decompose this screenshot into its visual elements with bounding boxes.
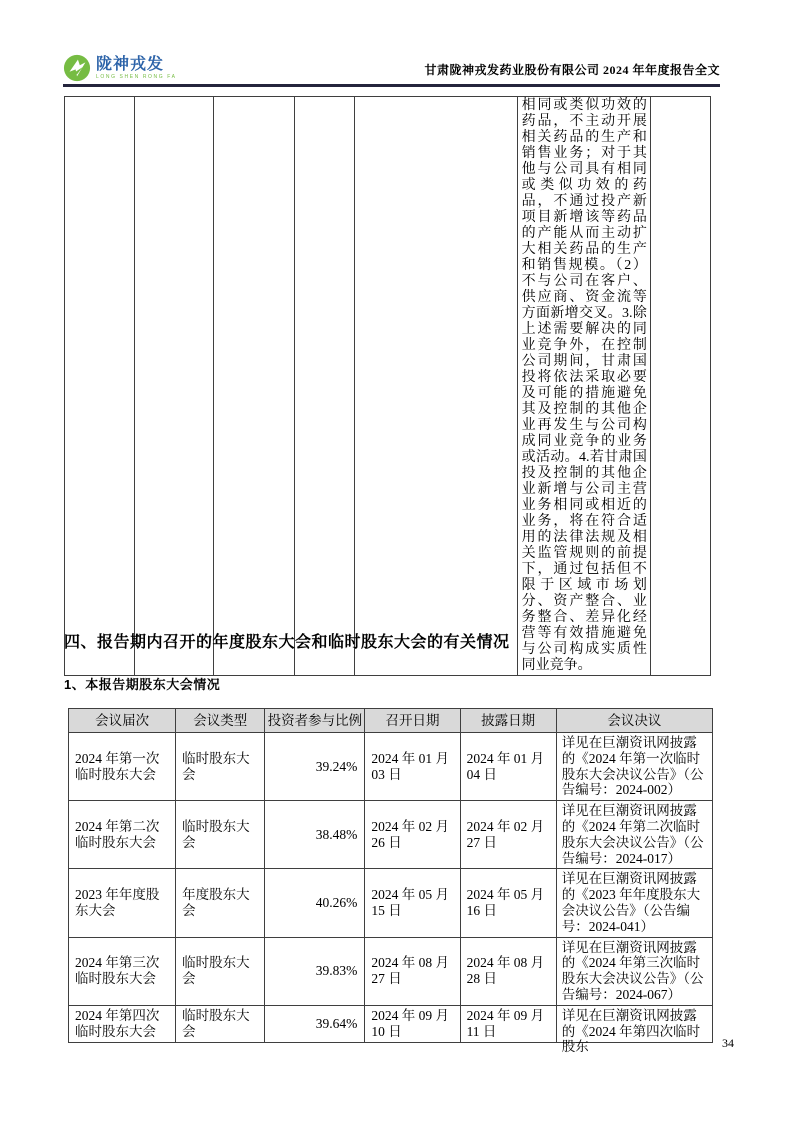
brand-name-en: LONG SHEN RONG FA: [96, 73, 177, 80]
commitment-text-cell: 相同或类似功效的药品，不主动开展相关药品的生产和销售业务；对于其他与公司具有相同或类似功效的药品，不通过投产新项目新增该等药品的产能从而主动扩大相关药品的生产和销售规模。（2）不与公司在客户、供应商、资金流等方面新增交叉。3.除上述需要解决的同业竞争外，在控制公司期间，甘肃国投将依法采取必要及可能的措施避免其及控制的其他企业再发生与公司构成同业竞争的业务或活动。4.若甘肃国投及控制的其他企业新增与公司主营业务相同或相近的业务，将在符合适用的法律法规及相关监管规则的前提下，通过包括但不限于区域市场划分、资产整合、业务整合、差异化经营等有效措施避免与公司构成实质性同业竞争。: [517, 97, 650, 676]
col-header-disclosure-date: 披露日期: [460, 709, 556, 733]
convene-date: 2024 年 09 月 10 日: [365, 1005, 460, 1042]
header-divider: [63, 84, 720, 87]
brand-name-cn: 陇神戎发: [96, 55, 165, 73]
empty-cell: [65, 97, 135, 676]
col-header-type: 会议类型: [176, 709, 265, 733]
meeting-type: 年度股东大会: [176, 869, 265, 937]
table-row: [69, 733, 713, 801]
table-row: [69, 869, 713, 937]
convene-date: 2024 年 08 月 27 日: [365, 937, 460, 1005]
disclosure-date: 2024 年 02 月 27 日: [460, 801, 556, 869]
col-header-convene-date: 召开日期: [365, 709, 460, 733]
page-header: [63, 44, 720, 84]
convene-date: 2024 年 01 月 03 日: [365, 733, 460, 801]
meeting-resolution: 详见在巨潮资讯网披露的《2024 年第三次临时股东大会决议公告》（公告编号：2024-067）: [556, 937, 712, 1005]
col-header-session: 会议届次: [69, 709, 176, 733]
col-header-participation: 投资者参与比例: [265, 709, 365, 733]
participation-ratio: 38.48%: [265, 801, 365, 869]
meeting-type: 临时股东大会: [176, 937, 265, 1005]
empty-cell: [355, 97, 517, 676]
meeting-session: 2024 年第四次临时股东大会: [69, 1005, 176, 1042]
page-number: 34: [722, 1036, 734, 1050]
participation-ratio: 39.83%: [265, 937, 365, 1005]
disclosure-date: 2024 年 08 月 28 日: [460, 937, 556, 1005]
continuation-row: [65, 97, 711, 676]
continuation-table: [64, 96, 711, 676]
empty-cell: [295, 97, 355, 676]
logo-text: [96, 57, 177, 80]
participation-ratio: 40.26%: [265, 869, 365, 937]
meeting-type: 临时股东大会: [176, 733, 265, 801]
company-logo: [63, 54, 177, 82]
logo-bird-icon: [63, 54, 91, 82]
shareholder-meetings-table: [68, 708, 713, 1055]
table-row: [69, 937, 713, 1005]
meeting-resolution: 详见在巨潮资讯网披露的《2024 年第一次临时股东大会决议公告》（公告编号：2024-002）: [556, 733, 712, 801]
meeting-resolution: 详见在巨潮资讯网披露的《2023 年年度股东大会决议公告》（公告编号：2024-041）: [556, 869, 712, 937]
subsection-heading: 1、本报告期股东大会情况: [64, 677, 221, 692]
table-header-row: [69, 709, 713, 733]
meeting-type: 临时股东大会: [176, 801, 265, 869]
meeting-session: 2023 年年度股东大会: [69, 869, 176, 937]
meeting-resolution: 详见在巨潮资讯网披露的《2024 年第二次临时股东大会决议公告》（公告编号：2024-017）: [556, 801, 712, 869]
participation-ratio: 39.24%: [265, 733, 365, 801]
disclosure-date: 2024 年 05 月 16 日: [460, 869, 556, 937]
meeting-session: 2024 年第三次临时股东大会: [69, 937, 176, 1005]
meeting-session: 2024 年第二次临时股东大会: [69, 801, 176, 869]
disclosure-date: 2024 年 01 月 04 日: [460, 733, 556, 801]
report-title: 甘肃陇神戎发药业股份有限公司 2024 年年度报告全文: [424, 63, 720, 77]
disclosure-date: 2024 年 09 月 11 日: [460, 1005, 556, 1042]
meeting-session: 2024 年第一次临时股东大会: [69, 733, 176, 801]
clipped-resolution-text: 详见在巨潮资讯网披露的《2024 年第四次临时股东: [561, 1007, 701, 1055]
meeting-type: 临时股东大会: [176, 1005, 265, 1042]
empty-cell: [650, 97, 710, 676]
convene-date: 2024 年 02 月 26 日: [365, 801, 460, 869]
col-header-resolution: 会议决议: [556, 709, 712, 733]
section-heading: 四、报告期内召开的年度股东大会和临时股东大会的有关情况: [64, 634, 510, 651]
empty-cell: [135, 97, 214, 676]
table-row: [69, 801, 713, 869]
participation-ratio: 39.64%: [265, 1005, 365, 1042]
empty-cell: [214, 97, 295, 676]
convene-date: 2024 年 05 月 15 日: [365, 869, 460, 937]
